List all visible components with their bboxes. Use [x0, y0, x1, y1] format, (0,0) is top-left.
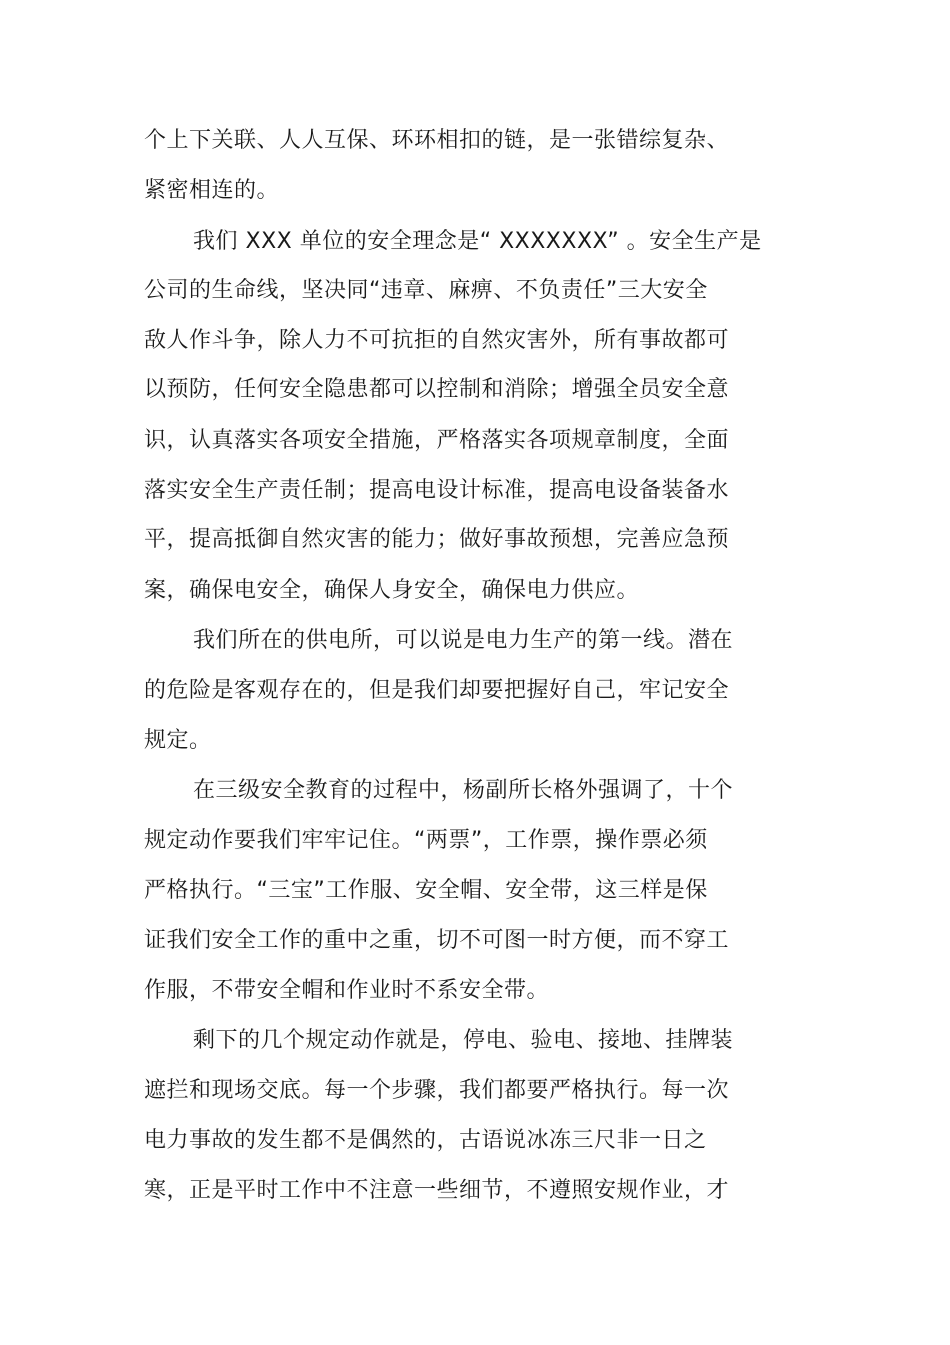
text-line-17: 证我们安全工作的重中之重，切不可图一时方便，而不穿工 — [144, 928, 730, 953]
text-line-10: 案，确保电安全，确保人身安全，确保电力供应。 — [144, 578, 640, 603]
text-line-6: 以预防，任何安全隐患都可以控制和消除；增强全员安全意 — [144, 377, 730, 402]
text-line-15: 规定动作要我们牢牢记住。“两票”，工作票，操作票必须 — [144, 828, 708, 853]
text-line-1: 个上下关联、人人互保、环环相扣的链，是一张错综复杂、 — [144, 128, 730, 153]
text-line-12: 的危险是客观存在的，但是我们却要把握好自己，牢记安全 — [144, 678, 730, 703]
text-line-16: 严格执行。“三宝”工作服、安全帽、安全带，这三样是保 — [144, 878, 708, 903]
text-line-14: 在三级安全教育的过程中，杨副所长格外强调了，十个 — [193, 778, 734, 803]
text-line-8: 落实安全生产责任制；提高电设计标准，提高电设备装备水 — [144, 478, 730, 503]
text-line-21: 电力事故的发生都不是偶然的，古语说冰冻三尺非一日之 — [144, 1128, 707, 1153]
text-line-3: 我们 XXX 单位的安全理念是“ XXXXXXX” 。安全生产是 — [193, 229, 762, 254]
text-line-20: 遮拦和现场交底。每一个步骤，我们都要严格执行。每一次 — [144, 1078, 730, 1103]
text-line-18: 作服，不带安全帽和作业时不系安全带。 — [144, 978, 550, 1003]
text-line-13: 规定。 — [144, 728, 212, 753]
text-line-5: 敌人作斗争，除人力不可抗拒的自然灾害外，所有事故都可 — [144, 328, 730, 353]
text-line-7: 识，认真落实各项安全措施，严格落实各项规章制度，全面 — [144, 428, 730, 453]
text-line-2: 紧密相连的。 — [144, 178, 280, 203]
text-line-4: 公司的生命线，坚决同“违章、麻痹、不负责任”三大安全 — [144, 278, 708, 303]
text-line-22: 寒，正是平时工作中不注意一些细节，不遵照安规作业，才 — [144, 1178, 730, 1203]
text-line-11: 我们所在的供电所，可以说是电力生产的第一线。潜在 — [193, 628, 734, 653]
text-line-19: 剩下的几个规定动作就是，停电、验电、接地、挂牌装 — [193, 1028, 734, 1053]
text-line-9: 平，提高抵御自然灾害的能力；做好事故预想，完善应急预 — [144, 527, 730, 552]
